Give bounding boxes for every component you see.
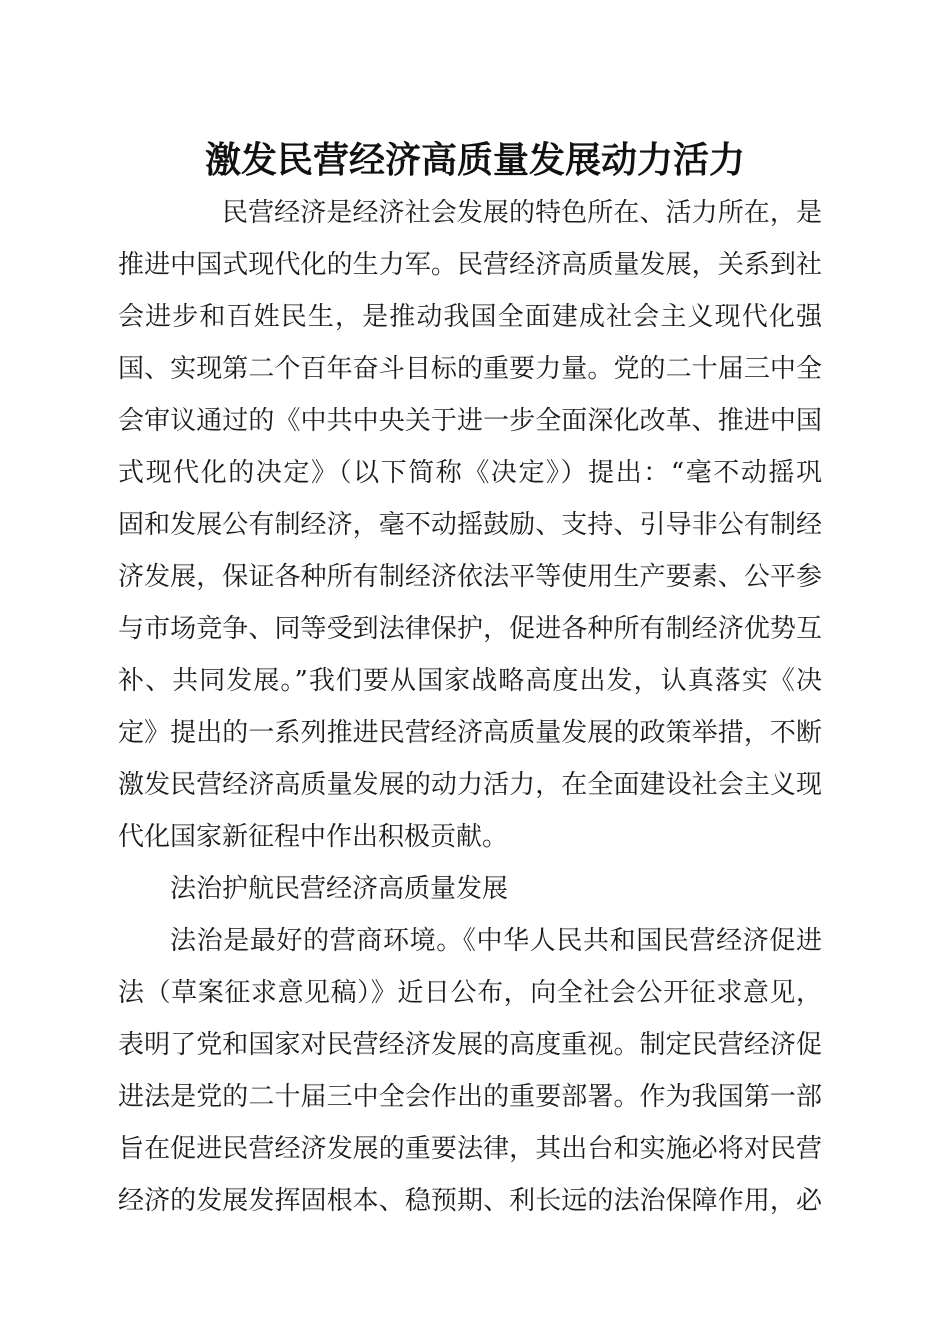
paragraph-1-line-10: 补、共同发展。”我们要从国家战略高度出发，认真落实《决	[118, 666, 822, 696]
paragraph-1-line-12: 激发民营经济高质量发展的动力活力，在全面建设社会主义现	[118, 770, 822, 800]
paragraph-2-line-4: 进法是党的二十届三中全会作出的重要部署。作为我国第一部	[118, 1082, 822, 1112]
paragraph-1-line-2: 推进中国式现代化的生力军。民营经济高质量发展，关系到社	[118, 250, 822, 280]
paragraph-1-line-7: 固和发展公有制经济，毫不动摇鼓励、支持、引导非公有制经	[118, 510, 822, 540]
paragraph-1-line-1: 民营经济是经济社会发展的特色所在、活力所在，是	[222, 198, 822, 228]
paragraph-2-line-5: 旨在促进民营经济发展的重要法律，其出台和实施必将对民营	[118, 1134, 822, 1164]
section-heading: 法治护航民营经济高质量发展	[170, 874, 509, 904]
paragraph-1-line-4: 国、实现第二个百年奋斗目标的重要力量。党的二十届三中全	[118, 354, 822, 384]
paragraph-1-line-8: 济发展，保证各种所有制经济依法平等使用生产要素、公平参	[118, 562, 822, 592]
paragraph-1-line-9: 与市场竞争、同等受到法律保护，促进各种所有制经济优势互	[118, 614, 822, 644]
document-title: 激发民营经济高质量发展动力活力	[204, 139, 745, 181]
paragraph-1-line-13: 代化国家新征程中作出积极贡献。	[118, 822, 509, 852]
paragraph-2-line-1: 法治是最好的营商环境。《中华人民共和国民营经济促进	[170, 926, 822, 956]
paragraph-2-line-6: 经济的发展发挥固根本、稳预期、利长远的法治保障作用，必	[118, 1186, 822, 1216]
paragraph-2-line-2: 法（草案征求意见稿）》近日公布，向全社会公开征求意见，	[118, 978, 822, 1008]
paragraph-1-line-11: 定》提出的一系列推进民营经济高质量发展的政策举措，不断	[118, 718, 822, 748]
paragraph-1-line-3: 会进步和百姓民生，是推动我国全面建成社会主义现代化强	[118, 302, 822, 332]
paragraph-1-line-6: 式现代化的决定》（以下简称《决定》）提出：“毫不动摇巩	[118, 458, 822, 488]
paragraph-1-line-5: 会审议通过的《中共中央关于进一步全面深化改革、推进中国	[118, 406, 822, 436]
paragraph-2-line-3: 表明了党和国家对民营经济发展的高度重视。制定民营经济促	[118, 1030, 822, 1060]
